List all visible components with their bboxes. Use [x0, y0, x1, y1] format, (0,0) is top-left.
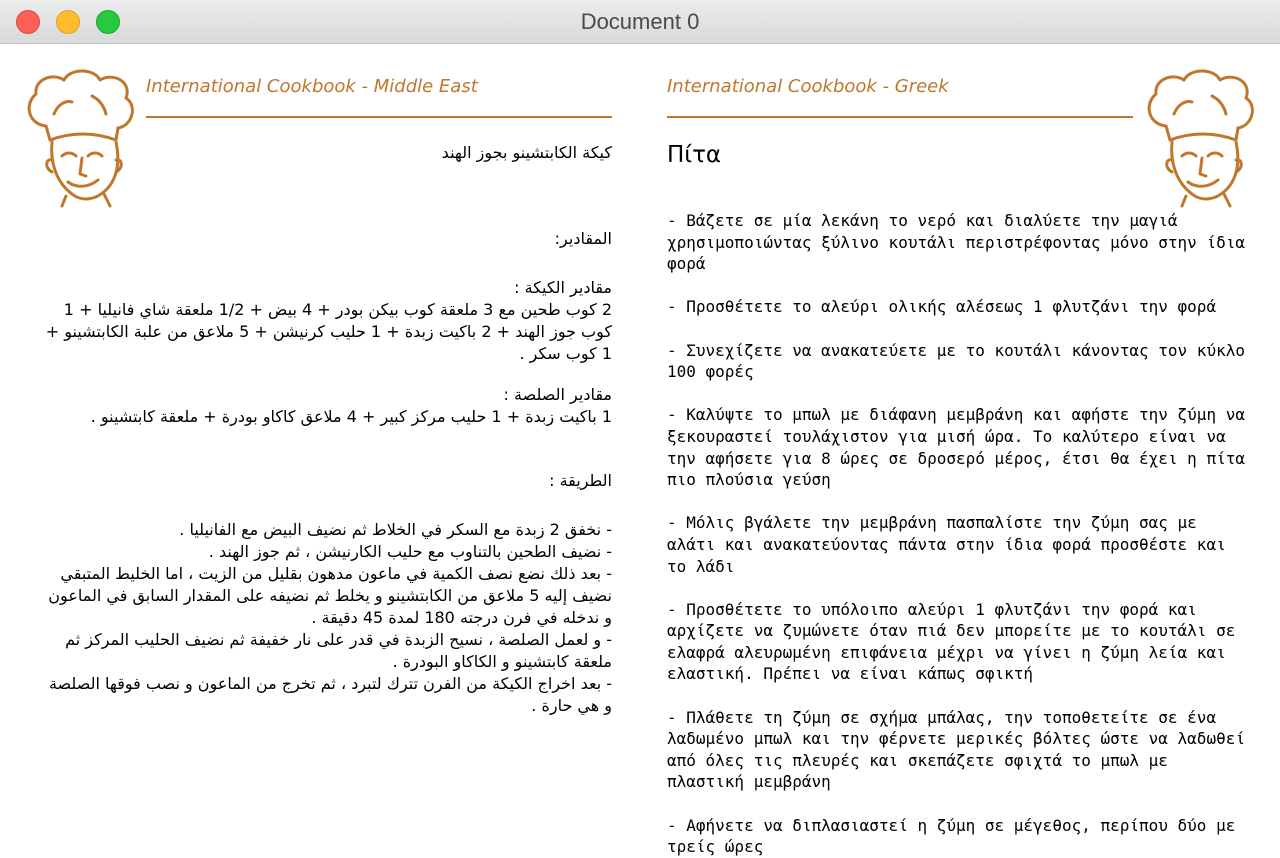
sauce-ingredients-heading: مقادير الصلصة :: [503, 385, 612, 404]
cake-ingredients-heading: مقادير الكيكة :: [514, 278, 612, 297]
window-title: Document 0: [580, 9, 700, 34]
greek-step: - Προσθέτετε το υπόλοιπο αλεύρι 1 φλυτζάνι την φορά και αρχίζετε να ζυμώνετε όταν πιά δεν μπορείτε με το κουτάλι σε ελαφρά αλευρωμένη επιφάνεια μέχρι να γίνει η ζύμη λεία και ελαστική. Πρέπει να είναι κάπως σφικτή: [667, 599, 1236, 684]
greek-step: - Προσθέτετε το αλεύρι ολικής αλέσεως 1 φλυτζάνι την φορά: [667, 297, 1217, 317]
window-titlebar: [0, 0, 1280, 44]
ingredients-heading: المقادير:: [554, 229, 612, 248]
right-recipe-body: [667, 210, 1251, 858]
method-heading: الطريقة :: [549, 471, 612, 490]
chef-icon: [1142, 66, 1260, 208]
method-step: - بعد ذلك نضع نصف الكمية في ماعون مدهون بقليل من الزيت ، اما الخليط المتبقي نضيف إليه 5 ملاعق من الكابتشينو و يخلط ثم نضيفه على المقدار السابق في الماعون و ندخله في فرن درجته 180 لمدة 45 دقيقة .: [48, 564, 612, 627]
right-header-rule: [667, 116, 1133, 118]
method-step: - نخفق 2 زبدة مع السكر في الخلاط ثم نضيف البيض مع الفانيليا .: [179, 520, 612, 539]
greek-step: - Συνεχίζετε να ανακατεύετε με το κουτάλι κάνοντας τον κύκλο 100 φορές: [667, 340, 1245, 382]
greek-step: - Καλύψτε το μπωλ με διάφανη μεμβράνη και αφήστε την ζύμη να ξεκουραστεί τουλάχιστον για μισή ώρα. Το καλύτερο είναι να την αφήσετε για 8 ώρες σε δροσερό μέρος, έτσι θα έχει η πίτα πιο πλούσια γεύση: [667, 405, 1245, 490]
greek-step: - Αφήνετε να διπλασιαστεί η ζύμη σε μέγεθος, περίπου δύο με τρείς ώρες: [667, 815, 1236, 857]
method-step: - نضيف الطحين بالتناوب مع حليب الكارنيشن ، ثم جوز الهند .: [208, 542, 612, 561]
greek-step: - Βάζετε σε μία λεκάνη το νερό και διαλύετε την μαγιά χρησιμοποιώντας ξύλινο κουτάλι περιστρέφοντας μόνο στην ίδια φορά: [667, 211, 1245, 274]
cake-ingredients-text: 2 كوب طحين مع 3 ملعقة كوب بيكن بودر + 4 بيض + 1/2 ملعقة شاي فانيليا + 1 كوب جوز الهند + 2 باكيت زبدة + 1 حليب كرنيشن + 5 ملاعق من علبة الكابتشينو + 1 كوب سكر .: [45, 300, 612, 363]
method-step: - و لعمل الصلصة ، نسيح الزبدة في قدر على نار خفيفة ثم نضيف الحليب المركز ثم ملعقة كابتشينو و الكاكاو البودرة .: [65, 630, 612, 671]
greek-step: - Μόλις βγάλετε την μεμβράνη πασπαλίστε την ζύμη σας με αλάτι και ανακατεύοντας πάντα στην ίδια φορά προσθέστε και το λάδι: [667, 513, 1226, 576]
right-recipe-title: Πίτα: [667, 142, 722, 168]
chef-icon: [22, 66, 140, 208]
left-recipe-body: [38, 228, 612, 717]
greek-step: - Πλάθετε τη ζύμη σε σχήμα μπάλας, την τοποθετείτε σε ένα λαδωμένο μπωλ και την φέρνετε μερικές βόλτες ώστε να λαδωθεί από όλες τις πλευρές και σκεπάζετε σφιχτά το μπωλ με πλαστική μεμβράνη: [667, 707, 1245, 792]
left-page-header: International Cookbook - Middle East: [146, 76, 478, 97]
right-page-header: International Cookbook - Greek: [667, 76, 949, 97]
sauce-ingredients-text: 1 باكيت زبدة + 1 حليب مركز كبير + 4 ملاعق كاكاو بودرة + ملعقة كابتشينو .: [90, 407, 612, 426]
left-header-rule: [146, 116, 612, 118]
method-step: - بعد اخراج الكيكة من الفرن تترك لتبرد ، ثم تخرج من الماعون و نصب فوقها الصلصة و هي حارة .: [48, 674, 612, 715]
left-recipe-title: كيكة الكابتشينو بجوز الهند: [441, 143, 612, 162]
